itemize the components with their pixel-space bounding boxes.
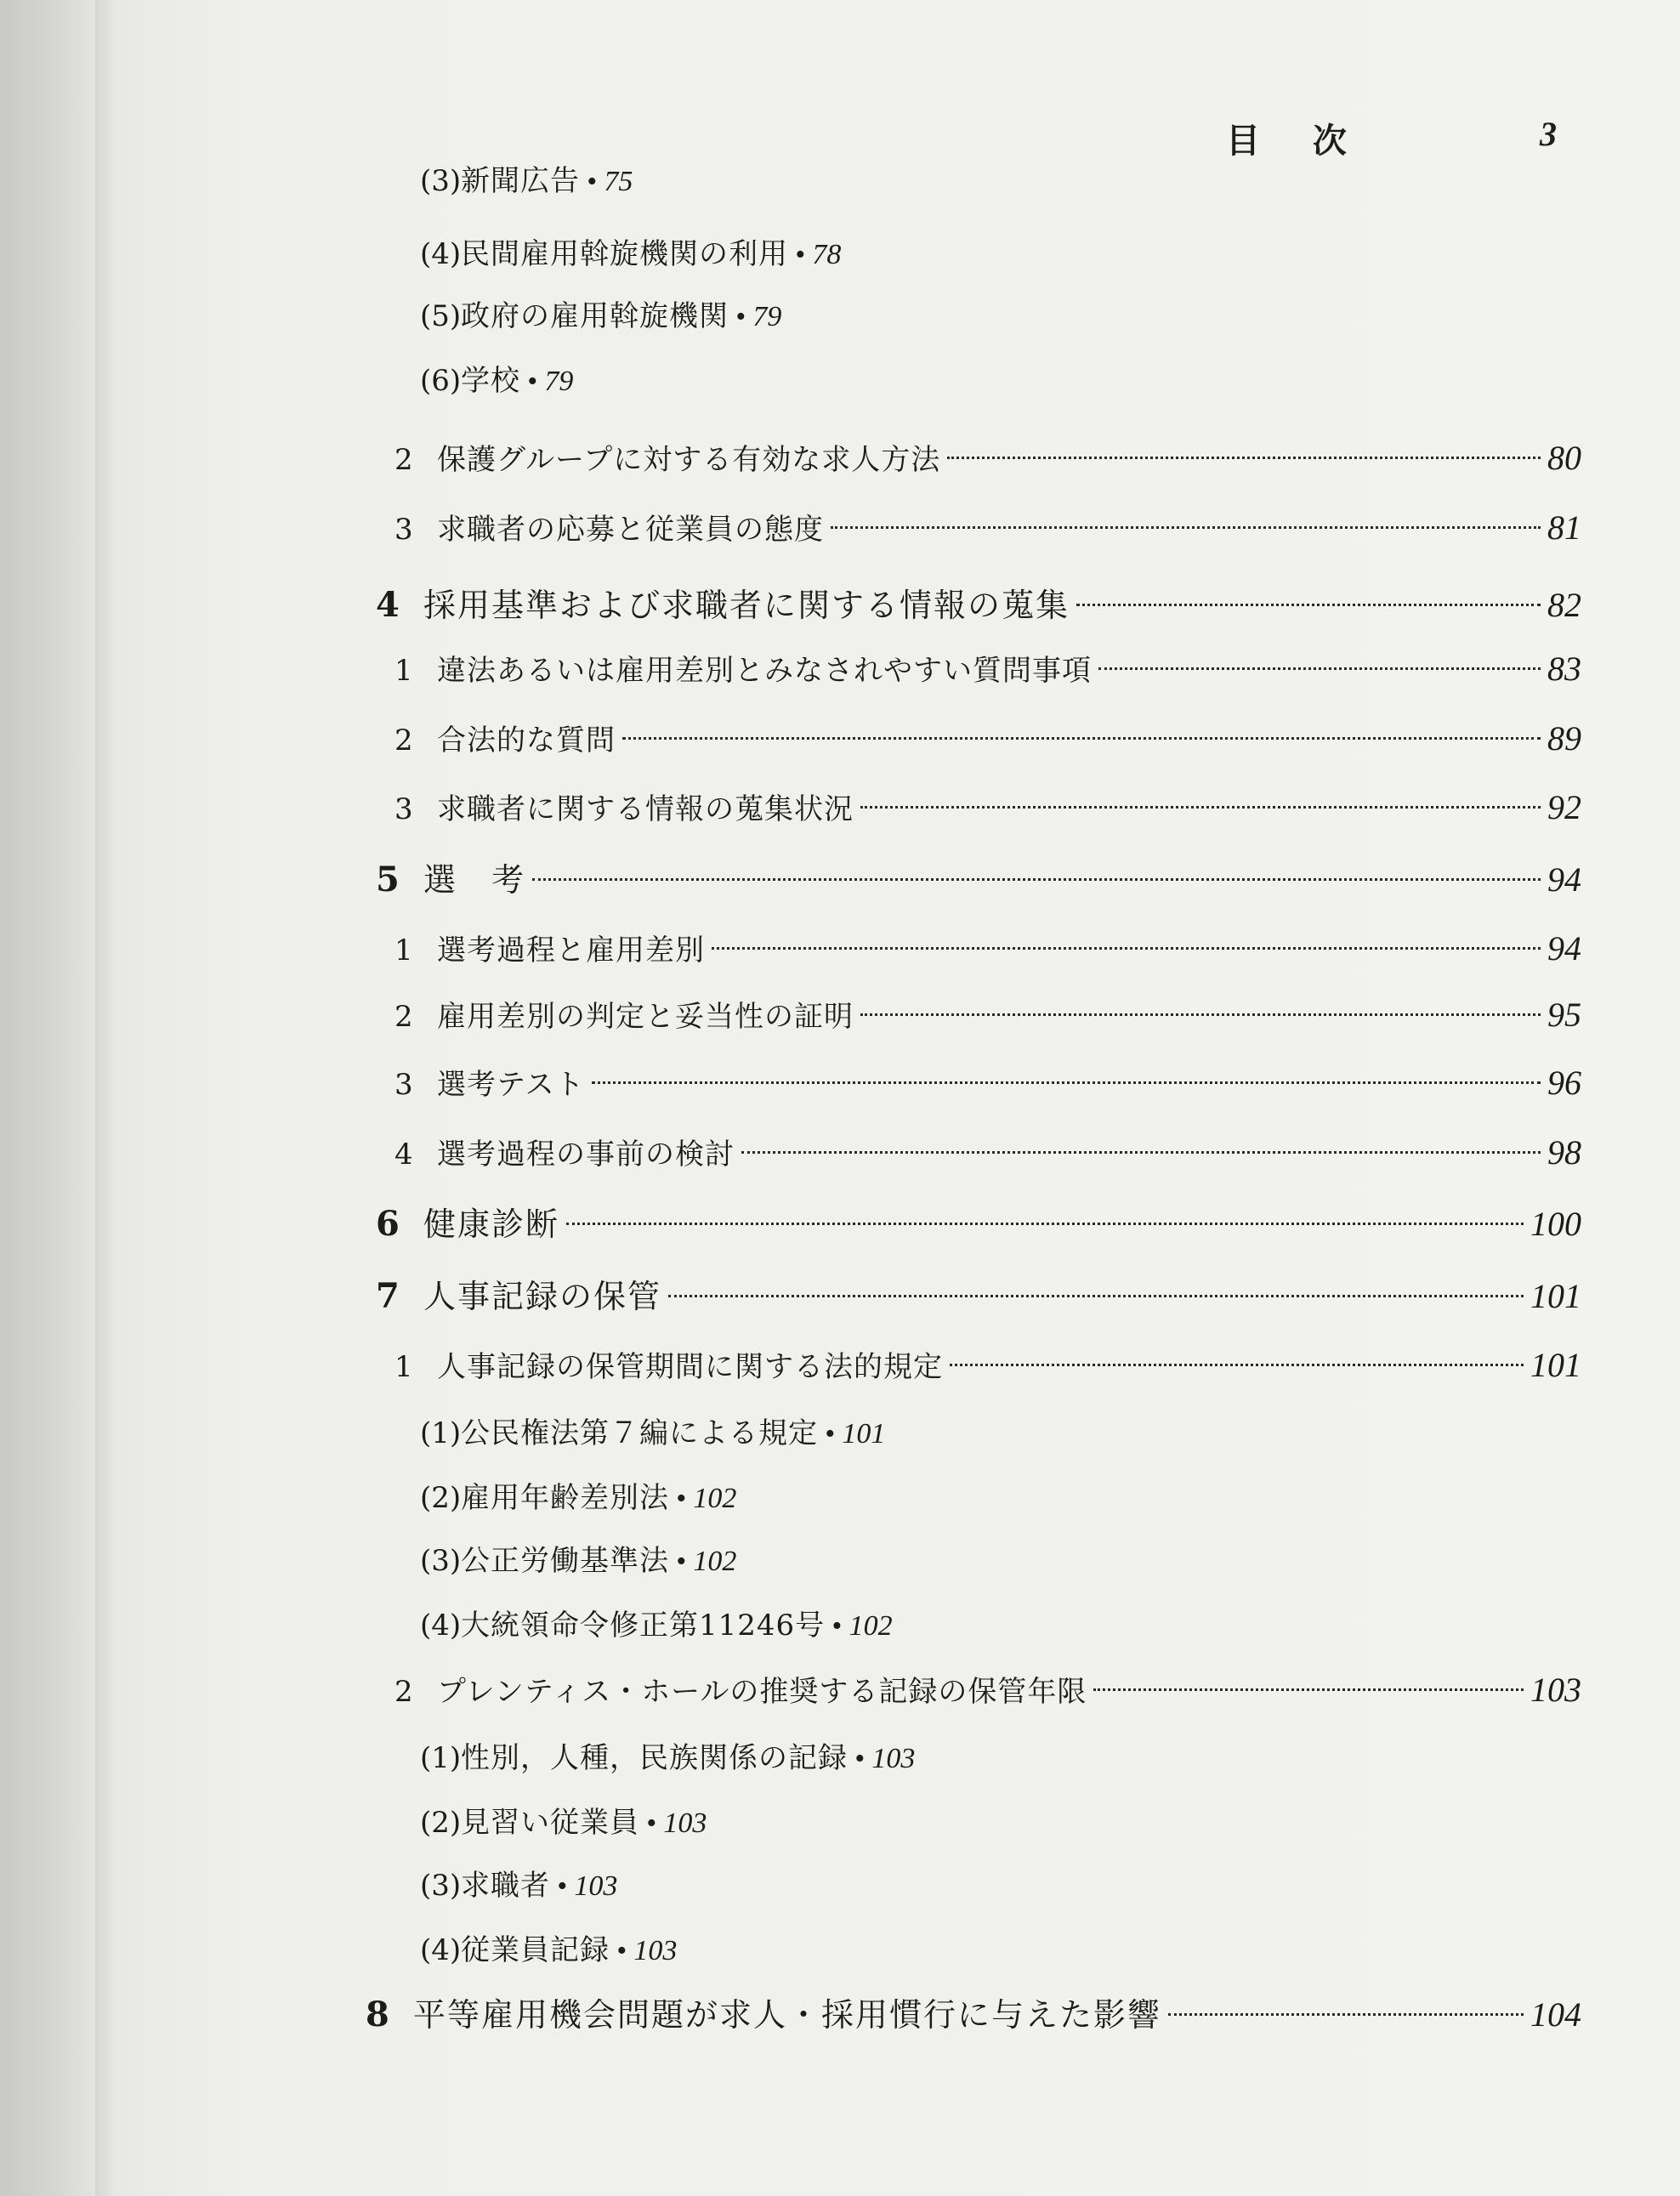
- leader-dots: [668, 1295, 1524, 1297]
- toc-entry-number: 2: [394, 443, 413, 477]
- leader-dots: [741, 1151, 1541, 1154]
- toc-entry: [394, 786, 1581, 827]
- toc-entry-page: 104: [1530, 1995, 1581, 2034]
- toc-entry-number: (6): [420, 364, 462, 398]
- toc-entry-title: 合法的な質問: [437, 723, 616, 758]
- toc-entry-page: • 102: [676, 1483, 737, 1514]
- leader-dots: [532, 878, 1541, 881]
- leader-dots: [1098, 667, 1541, 670]
- toc-entry-number: (3): [420, 164, 462, 198]
- toc-entry-page: 95: [1547, 996, 1581, 1034]
- leader-dots: [947, 457, 1541, 459]
- toc-entry: [394, 1668, 1581, 1710]
- toc-entry: [376, 1270, 1581, 1317]
- toc-entry-number: 3: [394, 1068, 413, 1102]
- leader-dots: [831, 526, 1541, 529]
- toc-entry-title: 健康診断: [423, 1206, 560, 1243]
- toc-entry-title: 民間雇用斡旋機関の利用: [461, 237, 788, 271]
- toc-entry-title: 政府の雇用斡旋機関: [461, 299, 729, 333]
- toc-entry-title: プレンティス・ホールの推奨する記録の保管年限: [437, 1675, 1087, 1709]
- leader-dots: [622, 737, 1541, 740]
- toc-entry-number: (2): [420, 1481, 462, 1515]
- toc-entry: [394, 927, 1581, 968]
- toc-entry: [376, 854, 1581, 900]
- leader-dots: [1168, 2013, 1524, 2016]
- toc-entry-title: 選考テスト: [437, 1068, 585, 1102]
- toc-entry-page: • 101: [825, 1418, 886, 1450]
- toc-entry: [394, 717, 1581, 758]
- toc-entry: [394, 993, 1581, 1035]
- toc-entry-number: (4): [420, 1609, 462, 1643]
- toc-entry-number: (2): [420, 1806, 462, 1840]
- toc-entry-page: • 78: [795, 239, 842, 270]
- toc-entry-page: • 102: [831, 1610, 893, 1642]
- toc-entry-number: (5): [420, 299, 462, 333]
- toc-entry: [394, 436, 1581, 478]
- toc-entry: [376, 1198, 1581, 1245]
- toc-entry-page: 101: [1530, 1277, 1581, 1315]
- header-page-number: 3: [1540, 115, 1557, 153]
- leader-dots: [1076, 604, 1541, 606]
- toc-entry-title: 選考過程の事前の検討: [437, 1138, 735, 1172]
- toc-entry: [420, 1410, 1100, 1451]
- toc-entry-page: 96: [1547, 1064, 1581, 1102]
- toc-entry: [420, 1602, 1100, 1643]
- toc-entry-number: 3: [394, 513, 413, 547]
- toc-entry-number: 2: [394, 723, 413, 758]
- toc-entry-title: 求職者に関する情報の蒐集状況: [437, 792, 854, 826]
- toc-entry-title: 公民権法第７編による規定: [461, 1416, 818, 1450]
- toc-entry-number: 2: [394, 1675, 413, 1709]
- leader-dots: [592, 1081, 1541, 1084]
- toc-entry-title: 採用基準および求職者に関する情報の蒐集: [423, 587, 1070, 624]
- toc-entry-page: 83: [1547, 650, 1581, 688]
- toc-entry-title: 従業員記録: [461, 1933, 610, 1967]
- toc-entry-title: 選考過程と雇用差別: [437, 933, 705, 967]
- toc-entry-number: (1): [420, 1416, 462, 1450]
- toc-entry-number: (4): [420, 1933, 462, 1967]
- toc-entry: [394, 506, 1581, 548]
- toc-entry-page: • 102: [676, 1546, 737, 1577]
- toc-entry-page: • 79: [735, 301, 782, 332]
- toc-entry-number: (4): [420, 237, 462, 271]
- toc-entry-number: 1: [394, 1350, 413, 1384]
- toc-entry-number: 8: [366, 1995, 389, 2034]
- toc-entry-page: 100: [1530, 1205, 1581, 1243]
- toc-entry-page: 81: [1547, 508, 1581, 547]
- toc-entry: [394, 1343, 1581, 1385]
- toc-entry: [376, 579, 1581, 626]
- toc-entry: [420, 1734, 1100, 1776]
- toc-entry-page: • 103: [646, 1807, 707, 1839]
- toc-entry-number: (3): [420, 1544, 462, 1578]
- leader-dots: [712, 947, 1541, 950]
- toc-entry-page: 103: [1530, 1671, 1581, 1709]
- toc-entry: [420, 157, 1100, 199]
- toc-entry-page: • 103: [616, 1935, 678, 1966]
- toc-entry-title: 人事記録の保管期間に関する法的規定: [437, 1350, 943, 1384]
- toc-entry-number: 2: [394, 1000, 413, 1034]
- toc-entry-page: 101: [1530, 1346, 1581, 1384]
- toc-entry-title: 平等雇用機会問題が求人・採用慣行に与えた影響: [413, 1996, 1162, 2034]
- toc-entry: [420, 357, 1100, 399]
- toc-entry-number: 5: [376, 860, 400, 899]
- toc-entry: [420, 1537, 1100, 1579]
- toc-entry: [420, 230, 1100, 272]
- toc-entry-title: 人事記録の保管: [423, 1278, 662, 1315]
- toc-entry: [394, 647, 1581, 689]
- toc-entry: [394, 1061, 1581, 1103]
- toc-entry-number: 3: [394, 792, 413, 826]
- leader-dots: [860, 806, 1541, 809]
- toc-entry-number: (3): [420, 1869, 462, 1903]
- toc-entry-title: 違法あるいは雇用差別とみなされやすい質問事項: [437, 654, 1092, 688]
- toc-entry-title: 見習い従業員: [461, 1806, 639, 1840]
- toc-entry-number: 6: [376, 1204, 400, 1244]
- toc-entry-number: 4: [376, 585, 400, 625]
- toc-entry-page: 94: [1547, 860, 1581, 899]
- toc-entry: [420, 292, 1100, 334]
- toc-entry-number: (1): [420, 1741, 462, 1775]
- toc-entry-title: 選 考: [423, 861, 526, 899]
- toc-entry: [394, 1131, 1581, 1172]
- toc-entry-page: • 75: [587, 166, 633, 197]
- toc-entry-page: 80: [1547, 439, 1581, 477]
- table-of-contents: [95, 0, 1680, 2196]
- leader-dots: [860, 1013, 1541, 1016]
- toc-entry-page: 89: [1547, 719, 1581, 758]
- leader-dots: [950, 1364, 1524, 1366]
- leader-dots: [1093, 1688, 1524, 1691]
- toc-entry-title: 雇用差別の判定と妥当性の証明: [437, 1000, 854, 1034]
- toc-entry-title: 求職者の応募と従業員の態度: [437, 513, 824, 547]
- toc-entry-title: 性別，人種，民族関係の記録: [461, 1741, 848, 1775]
- toc-entry-page: 92: [1547, 788, 1581, 826]
- toc-entry-page: 98: [1547, 1133, 1581, 1172]
- toc-entry: [420, 1926, 1100, 1968]
- toc-entry-page: • 79: [527, 366, 574, 397]
- toc-entry-title: 雇用年齢差別法: [461, 1481, 669, 1515]
- toc-entry-number: 1: [394, 933, 413, 967]
- facing-page-edge: [0, 0, 95, 2196]
- book-page: [95, 0, 1680, 2196]
- toc-entry-page: • 103: [854, 1743, 916, 1774]
- toc-entry-page: • 103: [557, 1870, 618, 1902]
- leader-dots: [566, 1223, 1524, 1225]
- toc-entry-title: 求職者: [461, 1869, 550, 1903]
- toc-entry-page: 94: [1547, 929, 1581, 967]
- toc-entry: [420, 1862, 1100, 1904]
- toc-entry-page: 82: [1547, 586, 1581, 624]
- toc-entry-title: 大統領命令修正第11246号: [461, 1609, 826, 1643]
- toc-entry-title: 保護グループに対する有効な求人方法: [437, 443, 941, 477]
- toc-entry-number: 1: [394, 654, 413, 688]
- toc-entry-title: 学校: [461, 364, 520, 398]
- toc-entry-title: 公正労働基準法: [461, 1544, 669, 1578]
- header-title: 目 次: [1226, 121, 1367, 161]
- toc-entry-number: 7: [376, 1276, 400, 1316]
- toc-entry: [366, 1989, 1581, 2035]
- toc-entry-title: 新聞広告: [461, 164, 580, 198]
- toc-entry-number: 4: [394, 1138, 413, 1172]
- toc-entry: [420, 1474, 1100, 1516]
- toc-entry: [420, 1799, 1100, 1841]
